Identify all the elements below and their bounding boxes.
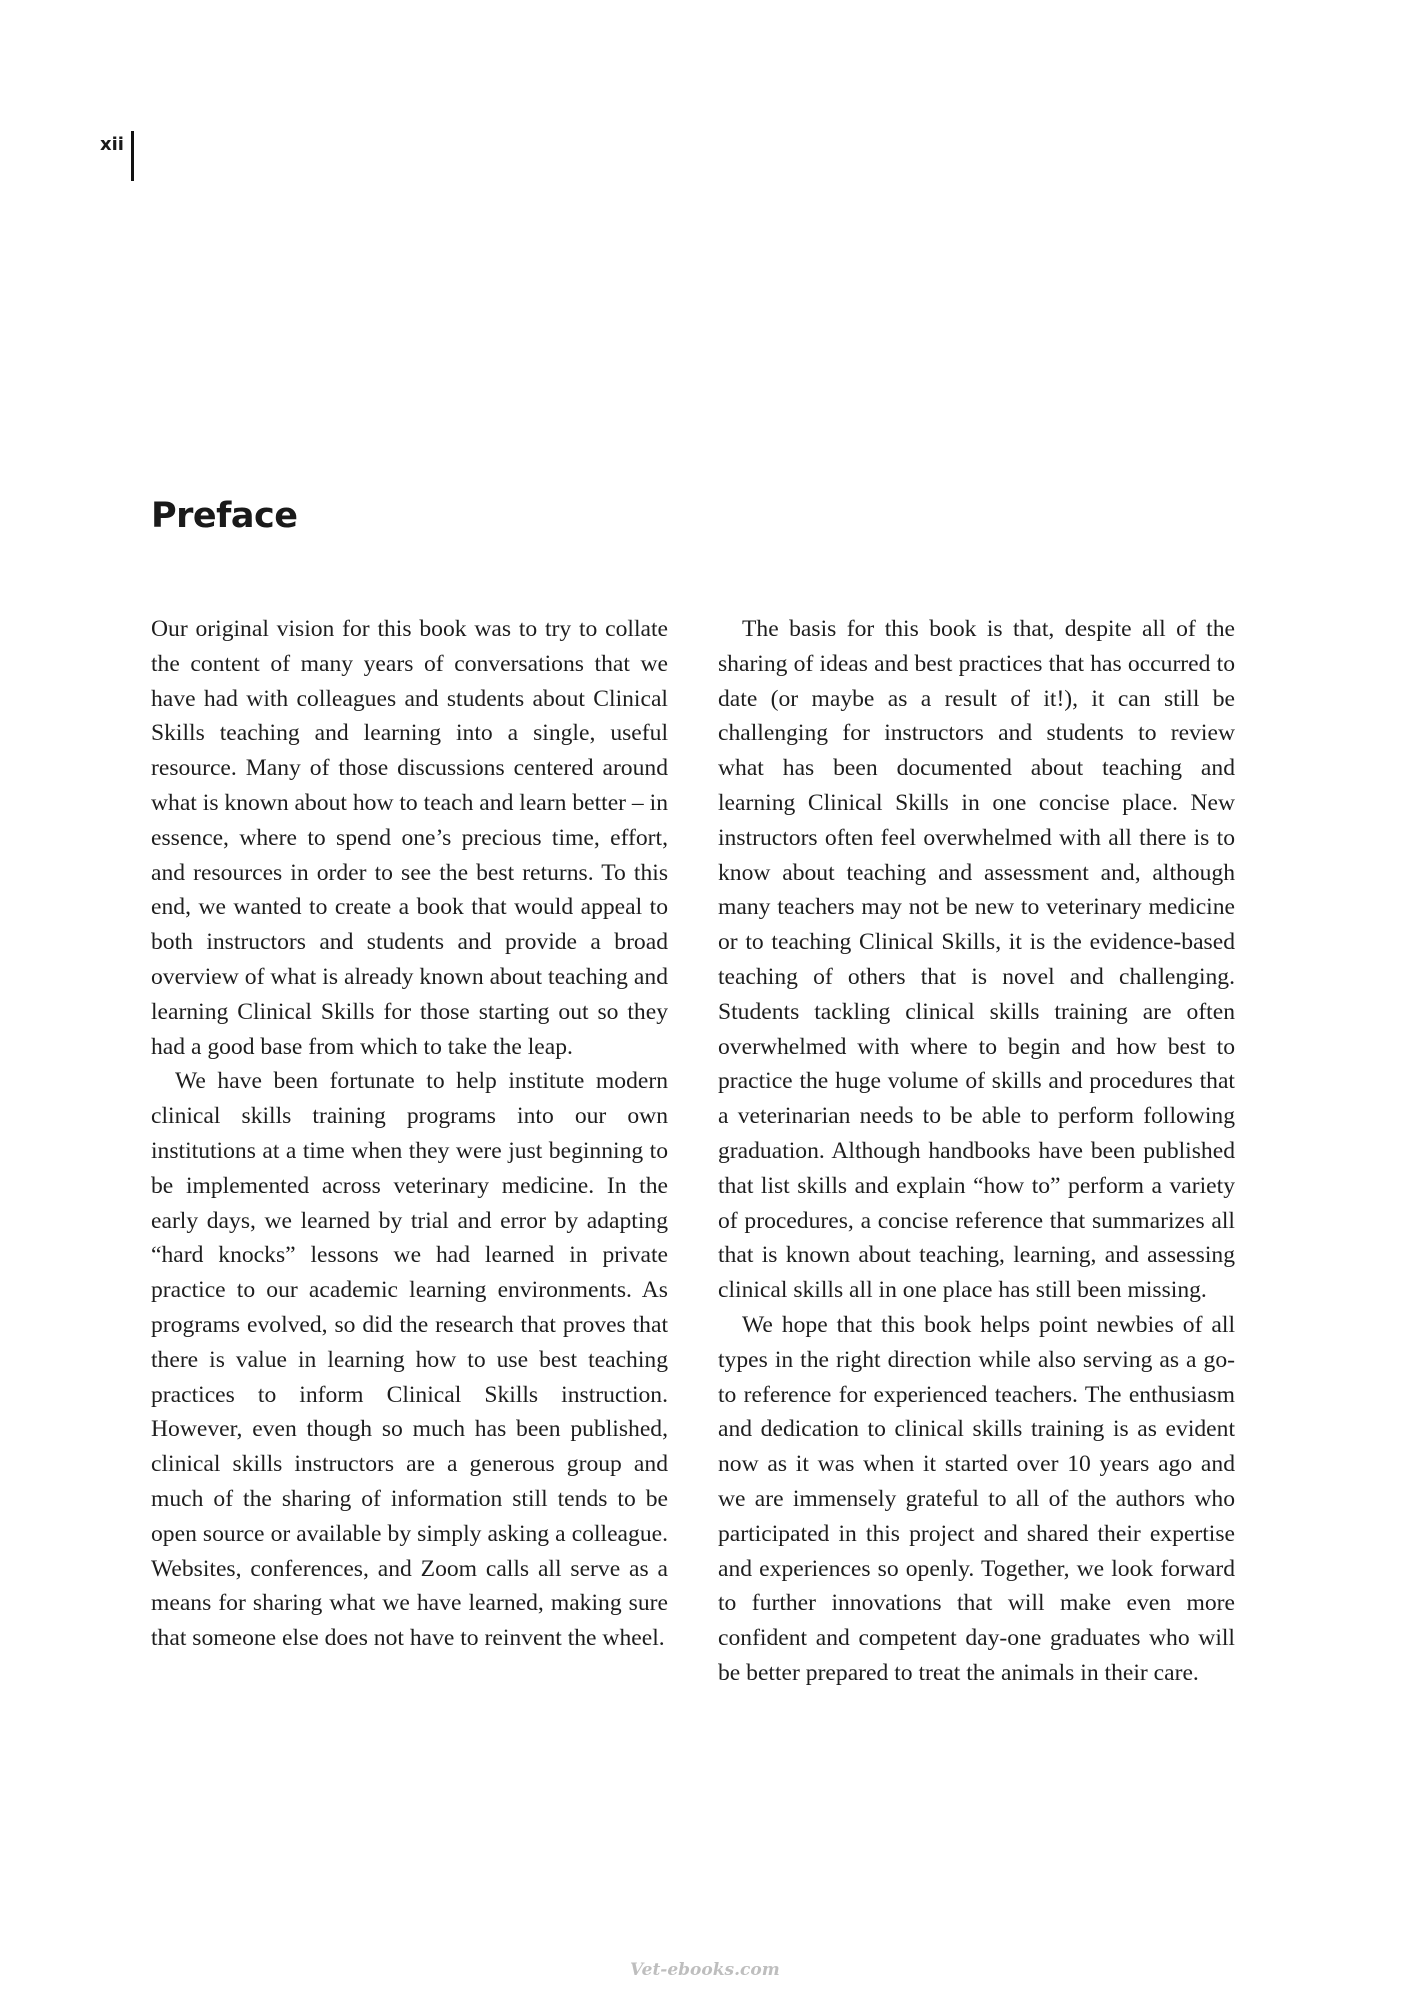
right-column — [718, 612, 1235, 1691]
right-paragraph-2: We hope that this book helps point newbies of all types in the right direction while also serving as a go-to reference for experienced teachers. The enthusiasm and dedication to clinical skills training is as evident now as it was when it started over 10 years ago and we are immensely grateful to all of the authors who participated in this project and shared their expertise and experiences so openly. Together, we look forward to further innovations that will make even more confident and competent day-one graduates who will be better prepared to treat the animals in their care. — [718, 1311, 1235, 1686]
left-paragraph-2: We have been fortunate to help institute modern clinical skills training programs into our own institutions at a time when they were just beginning to be implemented across veterinary medicine. In the early days, we learned by trial and error by adapting “hard knocks” lessons we had learned in private practice to our academic learning environments. As programs evolved, so did the research that proves that there is value in learning how to use best teaching practices to inform Clinical Skills instruction. However, even though so much has been published, clinical skills instructors are a generous group and much of the sharing of information still tends to be open source or available by simply asking a colleague. Websites, conferences, and Zoom calls all serve as a means for sharing what we have learned, making sure that someone else does not have to reinvent the wheel. — [151, 1068, 668, 1652]
page-number: xii — [100, 134, 124, 155]
right-paragraph-1: The basis for this book is that, despite all of the sharing of ideas and best practices that has occurred to date (or maybe as a result of it!), it can still be challenging for instructors and students to review what has been documented about teaching and learning Clinical Skills in one concise place. New instructors often feel overwhelmed with all there is to know about teaching and assessment and, although many teachers may not be new to veterinary medicine or to teaching Clinical Skills, it is the evidence-based teaching of others that is novel and challenging. Students tackling clinical skills training are often overwhelmed with where to begin and how best to practice the huge volume of skills and procedures that a veterinarian needs to be able to perform following graduation. Although handbooks have been published that list skills and explain “how to” perform a variety of procedures, a concise reference that summarizes all that is known about teaching, learning, and assessing clinical skills all in one place has still been missing. — [718, 616, 1235, 1304]
header-rule — [131, 131, 134, 181]
watermark-logo — [630, 1958, 780, 1984]
page-title: Preface — [151, 496, 298, 536]
left-column — [151, 612, 668, 1656]
watermark-text: Vet-ebooks.com — [630, 1960, 780, 1980]
left-paragraph-1: Our original vision for this book was to try to collate the content of many years of conversations that we have had with colleagues and students about Clinical Skills teaching and learning into a single, useful resource. Many of those discussions centered around what is known about how to teach and learn better – in essence, where to spend one’s precious time, effort, and resources in order to see the best returns. To this end, we wanted to create a book that would appeal to both instructors and students and provide a broad overview of what is already known about teaching and learning Clinical Skills for those starting out so they had a good base from which to take the leap. — [151, 616, 668, 1060]
